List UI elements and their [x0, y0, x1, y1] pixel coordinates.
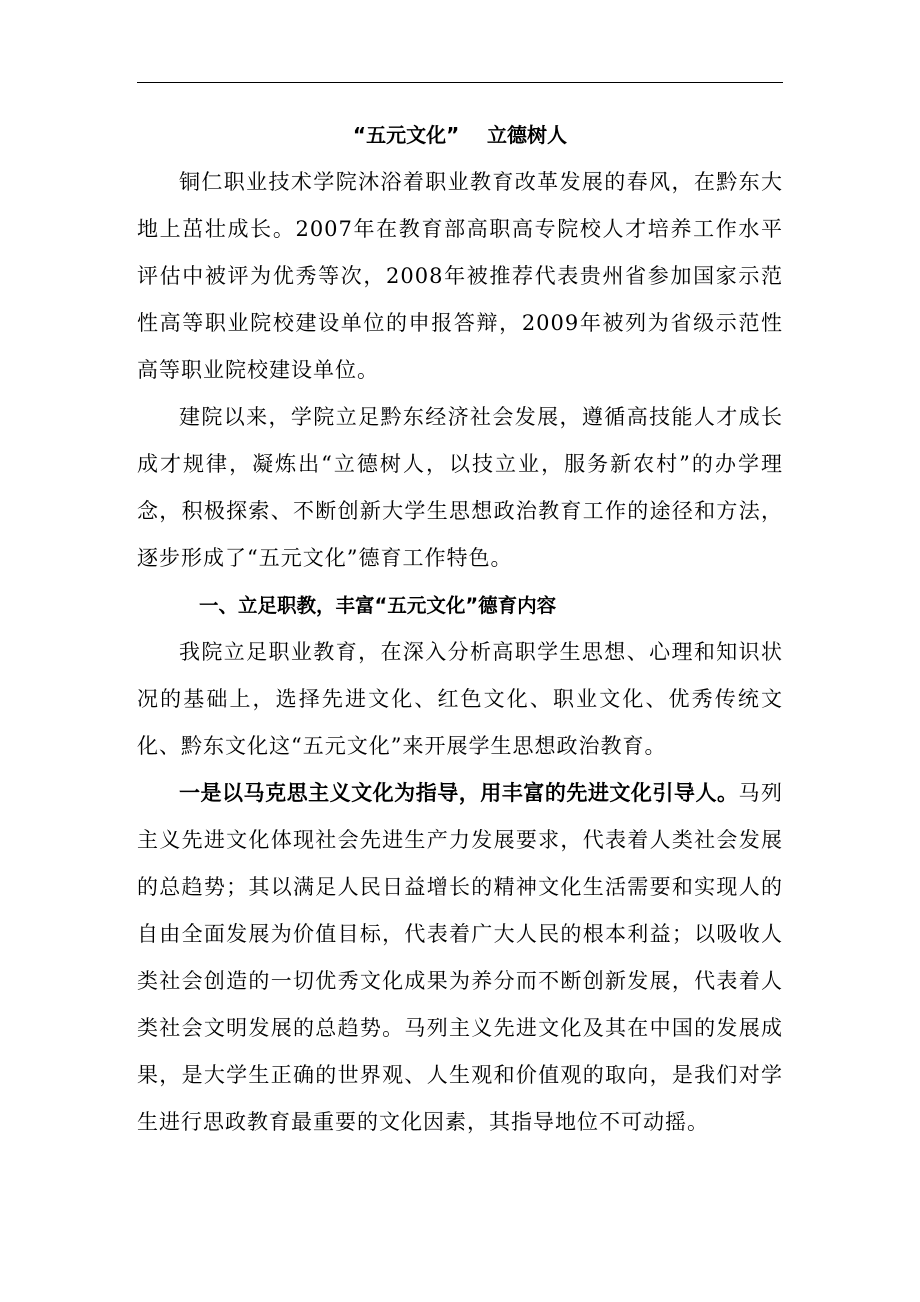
header-rule — [137, 82, 783, 83]
philosophy-paragraph: 建院以来，学院立足黔东经济社会发展，遵循高技能人才成长成才规律，凝炼出“立德树人，以技立业，服务新农村”的办学理念，积极探索、不断创新大学生思想政治教育工作的途径和方法，逐步形成了“五元文化”德育工作特色。 — [137, 405, 783, 570]
point-one-paragraph — [137, 770, 783, 1146]
point-one-body: 马列主义先进文化体现社会先进生产力发展要求，代表着人类社会发展的总趋势；其以满足人民日益增长的精神文化生活需要和实现人的自由全面发展为价值目标，代表着广大人民的根本利益；以吸收人类社会创造的一切优秀文化成果为养分而不断创新发展，代表着人类社会文明发展的总趋势。马列主义先进文化及其在中国的发展成果，是大学生正确的世界观、人生观和价值观的取向，是我们对学生进行思政教育最重要的文化因素，其指导地位不可动摇。 — [137, 781, 784, 1134]
document-title: “五元文化” 立德树人 — [352, 123, 568, 147]
section-paragraph: 我院立足职业教育，在深入分析高职学生思想、心理和知识状况的基础上，选择先进文化、红色文化、职业文化、优秀传统文化、黔东文化这“五元文化”来开展学生思想政治教育。 — [137, 640, 783, 758]
point-one-lead: 一是以马克思主义文化为指导，用丰富的先进文化引导人。 — [179, 781, 739, 805]
document-body — [137, 112, 783, 1146]
section-heading: 一、立足职教，丰富“五元文化”德育内容 — [199, 594, 557, 617]
intro-paragraph: 铜仁职业技术学院沐浴着职业教育改革发展的春风，在黔东大地上茁壮成长。2007年在教育部高职高专院校人才培养工作水平评估中被评为优秀等次，2008年被推荐代表贵州省参加国家示范性高等职业院校建设单位的申报答辩，2009年被列为省级示范性高等职业院校建设单位。 — [137, 170, 783, 382]
